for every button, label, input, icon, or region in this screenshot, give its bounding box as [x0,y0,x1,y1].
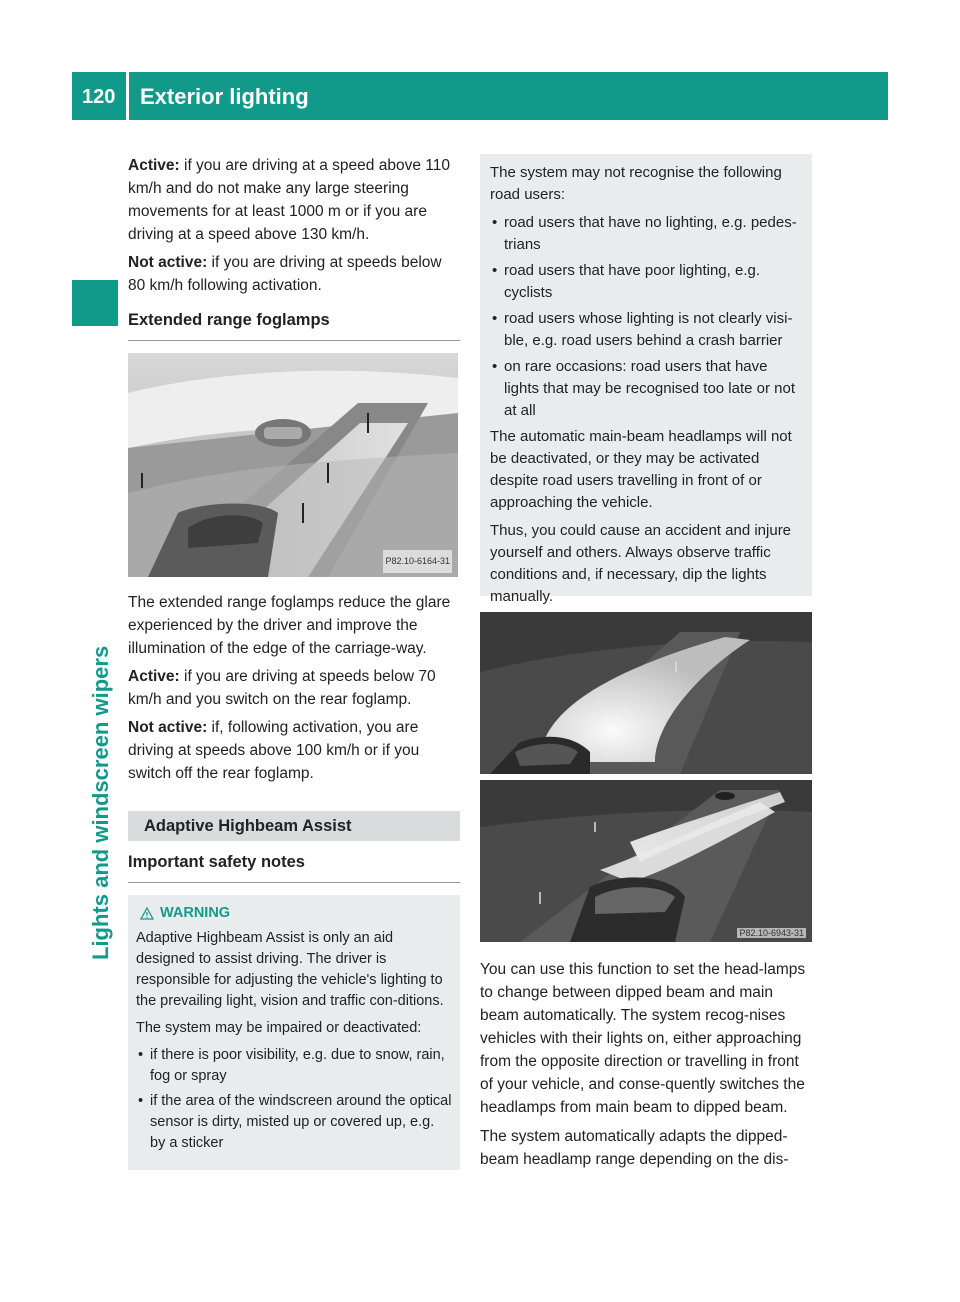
warning-label: WARNING [160,905,231,921]
info-paragraph-2: The automatic main-beam headlamps will not be deactivated, or they may be activated despite road users travelling in front of or approaching the vehicle. [490,428,792,511]
highbeam-description-2: The system automatically adapts the dipped-beam headlamp range depending on the dis- [480,1128,789,1168]
warning-list [136,1045,452,1154]
info-intro: The system may not recognise the following road users: [490,164,782,203]
not-active-label: Not active: [128,254,208,271]
highbeam-scene [480,612,812,942]
foglamps-active [128,665,460,711]
warning-impaired: The system may be impaired or deactivated: [136,1020,422,1036]
safety-notes-heading: Important safety notes [128,851,460,883]
page-title: Exterior lighting [140,84,309,109]
warning-box [128,895,460,1170]
foglamps-not-active [128,716,460,785]
foglamps-description: The extended range foglamps reduce the glare experienced by the driver and improve the illumination of the edge of the carriage-way. [128,594,451,657]
not-active-paragraph [128,251,460,297]
image-code: P82.10-6164-31 [383,550,452,573]
side-tab-marker [72,280,118,326]
list-item: • road users whose lighting is not clearly visi-ble, e.g. road users behind a crash barrier [490,308,802,352]
left-column [128,154,460,1170]
foglamps-not-active-text: if, following activation, you are driving at speeds above 100 km/h or if you switch off the rear foglamp. [128,719,420,782]
list-item: • road users that have poor lighting, e.g. cyclists [490,260,802,304]
foglamps-heading: Extended range foglamps [128,309,460,341]
right-body [480,958,812,1177]
list-item: • if the area of the windscreen around the optical sensor is dirty, misted up or covered up, e.g. by a sticker [136,1091,452,1154]
highbeam-description: You can use this function to set the head-lamps to change between dipped beam and main beam automatically. The system recog-nises vehicles with their lights on, either approaching from the opposite direction or travelling in front of your vehicle, and conse-quently switches the headlamps from main beam to dipped beam. [480,961,806,1116]
foglamps-active-text: if you are driving at speeds below 70 km/h and you switch on the rear foglamp. [128,668,436,708]
foglamps-illustration [128,353,458,577]
warning-triangle-icon [140,907,154,920]
header-divider [126,72,129,120]
image-code: P82.10-6943-31 [739,928,804,938]
info-paragraph-3: Thus, you could cause an accident and injure yourself and others. Always observe traffic conditions and, if necessary, dip the lights manually. [490,522,792,605]
active-label: Active: [128,157,180,174]
side-tab-label: Lights and windscreen wipers [88,645,113,960]
active-text: if you are driving at a speed above 110 km/h and do not make any large steering movements for at least 1000 m or if you are driving at a speed above 130 km/h. [128,157,450,243]
section-title: Adaptive Highbeam Assist [128,811,460,841]
info-list [490,212,802,422]
list-item: • on rare occasions: road users that have lights that may be recognised too late or not at all [490,356,802,422]
info-box [480,154,812,605]
warning-text: Adaptive Highbeam Assist is only an aid designed to assist driving. The driver is responsible for adjusting the vehicle's lighting to the prevailing light, vision and traffic con-ditions. [136,930,444,1009]
active-paragraph [128,154,460,246]
warning-header [140,903,452,924]
foglamps-active-label: Active: [128,668,180,685]
highbeam-illustration [480,612,812,942]
list-item: • if there is poor visibility, e.g. due to snow, rain, fog or spray [136,1045,452,1087]
page-number: 120 [82,86,116,108]
not-active-text: if you are driving at speeds below 80 km/h following activation. [128,254,442,294]
list-item: • road users that have no lighting, e.g. pedes-trians [490,212,802,256]
foglamps-not-active-label: Not active: [128,719,208,736]
side-tab [82,645,122,960]
foglamps-scene [128,353,458,577]
